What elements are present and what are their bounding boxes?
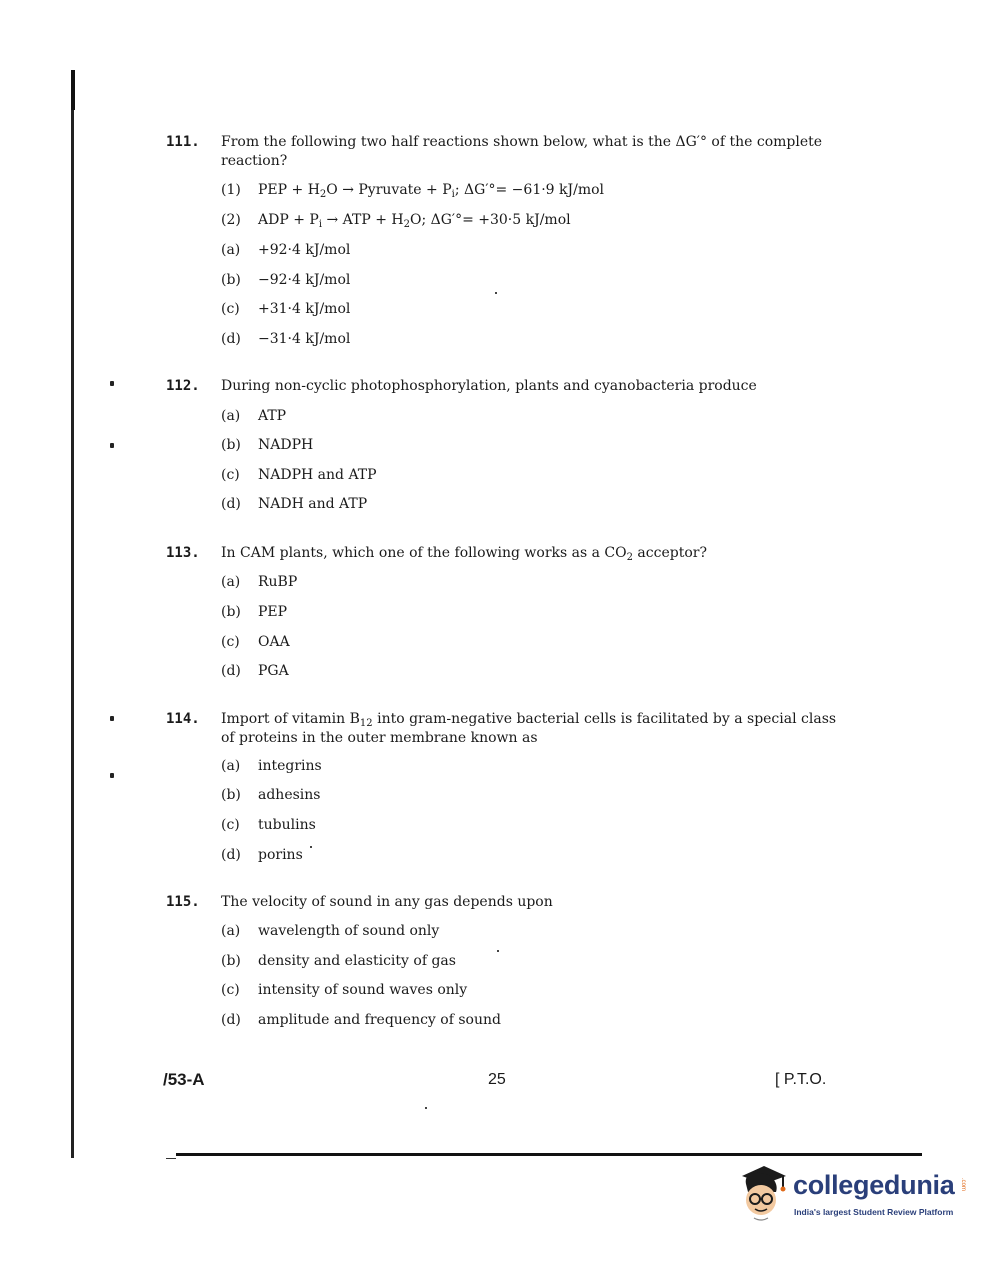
bottom-rule-dash [166,1158,176,1159]
option-a: (a) integrins [221,758,322,774]
paper-code: /53-A [163,1070,205,1089]
brand-domain-suffix: .com [960,1178,966,1192]
question-text: From the following two half reactions shown below, what is the ΔG′° of the complete reaction? [221,134,823,169]
option-a: (a) +92·4 kJ/mol [221,242,351,258]
page-number: 25 [488,1071,506,1088]
bottom-rule [176,1153,922,1156]
option-b: (b) PEP [221,604,288,620]
question-114 [166,710,846,870]
question-number: 113. [166,545,200,561]
question-111 [166,133,846,353]
scan-speck [425,1107,427,1109]
option-b: (b) adhesins [221,787,321,803]
reaction-2: (2) ADP + $P_i$ → ATP + $H_2O$; ΔG′°= +30·5 kJ/mol [221,212,571,230]
option-d: (d) PGA [221,663,289,679]
option-c: (c) intensity of sound waves only [221,982,468,998]
binding-rule-mark [71,70,75,110]
margin-mark [110,773,114,778]
option-b: (b) density and elasticity of gas [221,953,456,969]
option-c: (c) OAA [221,634,290,650]
brand-tagline: India's largest Student Review Platform [794,1207,954,1217]
option-d: (d) −31·4 kJ/mol [221,331,351,347]
option-d: (d) amplitude and frequency of sound [221,1012,501,1028]
option-c: (c) tubulins [221,817,316,833]
option-a: (a) RuBP [221,574,298,590]
question-text: The velocity of sound in any gas depends upon [221,894,553,910]
option-a: (a) wavelength of sound only [221,923,440,939]
question-number: 112. [166,378,200,394]
please-turn-over: [ P.T.O. [775,1071,827,1088]
option-c: (c) +31·4 kJ/mol [221,301,351,317]
question-text: During non-cyclic photophosphorylation, plants and cyanobacteria produce [221,378,757,394]
option-a: (a) ATP [221,408,287,424]
student-mascot-icon [738,1164,790,1226]
margin-mark [110,716,114,721]
question-number: 111. [166,134,200,150]
question-text: In CAM plants, which one of the following works as a $CO_2$ acceptor? [221,545,707,563]
reaction-1: (1) PEP + $H_2O$ → Pyruvate + $P_i$; ΔG′°= −61·9 kJ/mol [221,182,605,200]
brand-name: collegedunia [793,1170,955,1200]
collegedunia-logo[interactable] [738,1160,978,1230]
margin-mark [110,381,114,386]
option-b: (b) −92·4 kJ/mol [221,272,351,288]
question-number: 114. [166,711,200,727]
option-b: (b) NADPH [221,437,314,453]
question-112 [166,377,846,517]
question-115 [166,893,846,1033]
question-113 [166,544,846,684]
option-d: (d) porins [221,847,303,863]
question-number: 115. [166,894,200,910]
option-d: (d) NADH and ATP [221,496,368,512]
margin-mark [110,443,114,448]
option-c: (c) NADPH and ATP [221,467,377,483]
question-text: Import of vitamin $B_{12}$ into gram-negative bacterial cells is facilitated by a special class of proteins in the outer membrane known as [221,711,837,746]
binding-rule [71,70,74,1158]
